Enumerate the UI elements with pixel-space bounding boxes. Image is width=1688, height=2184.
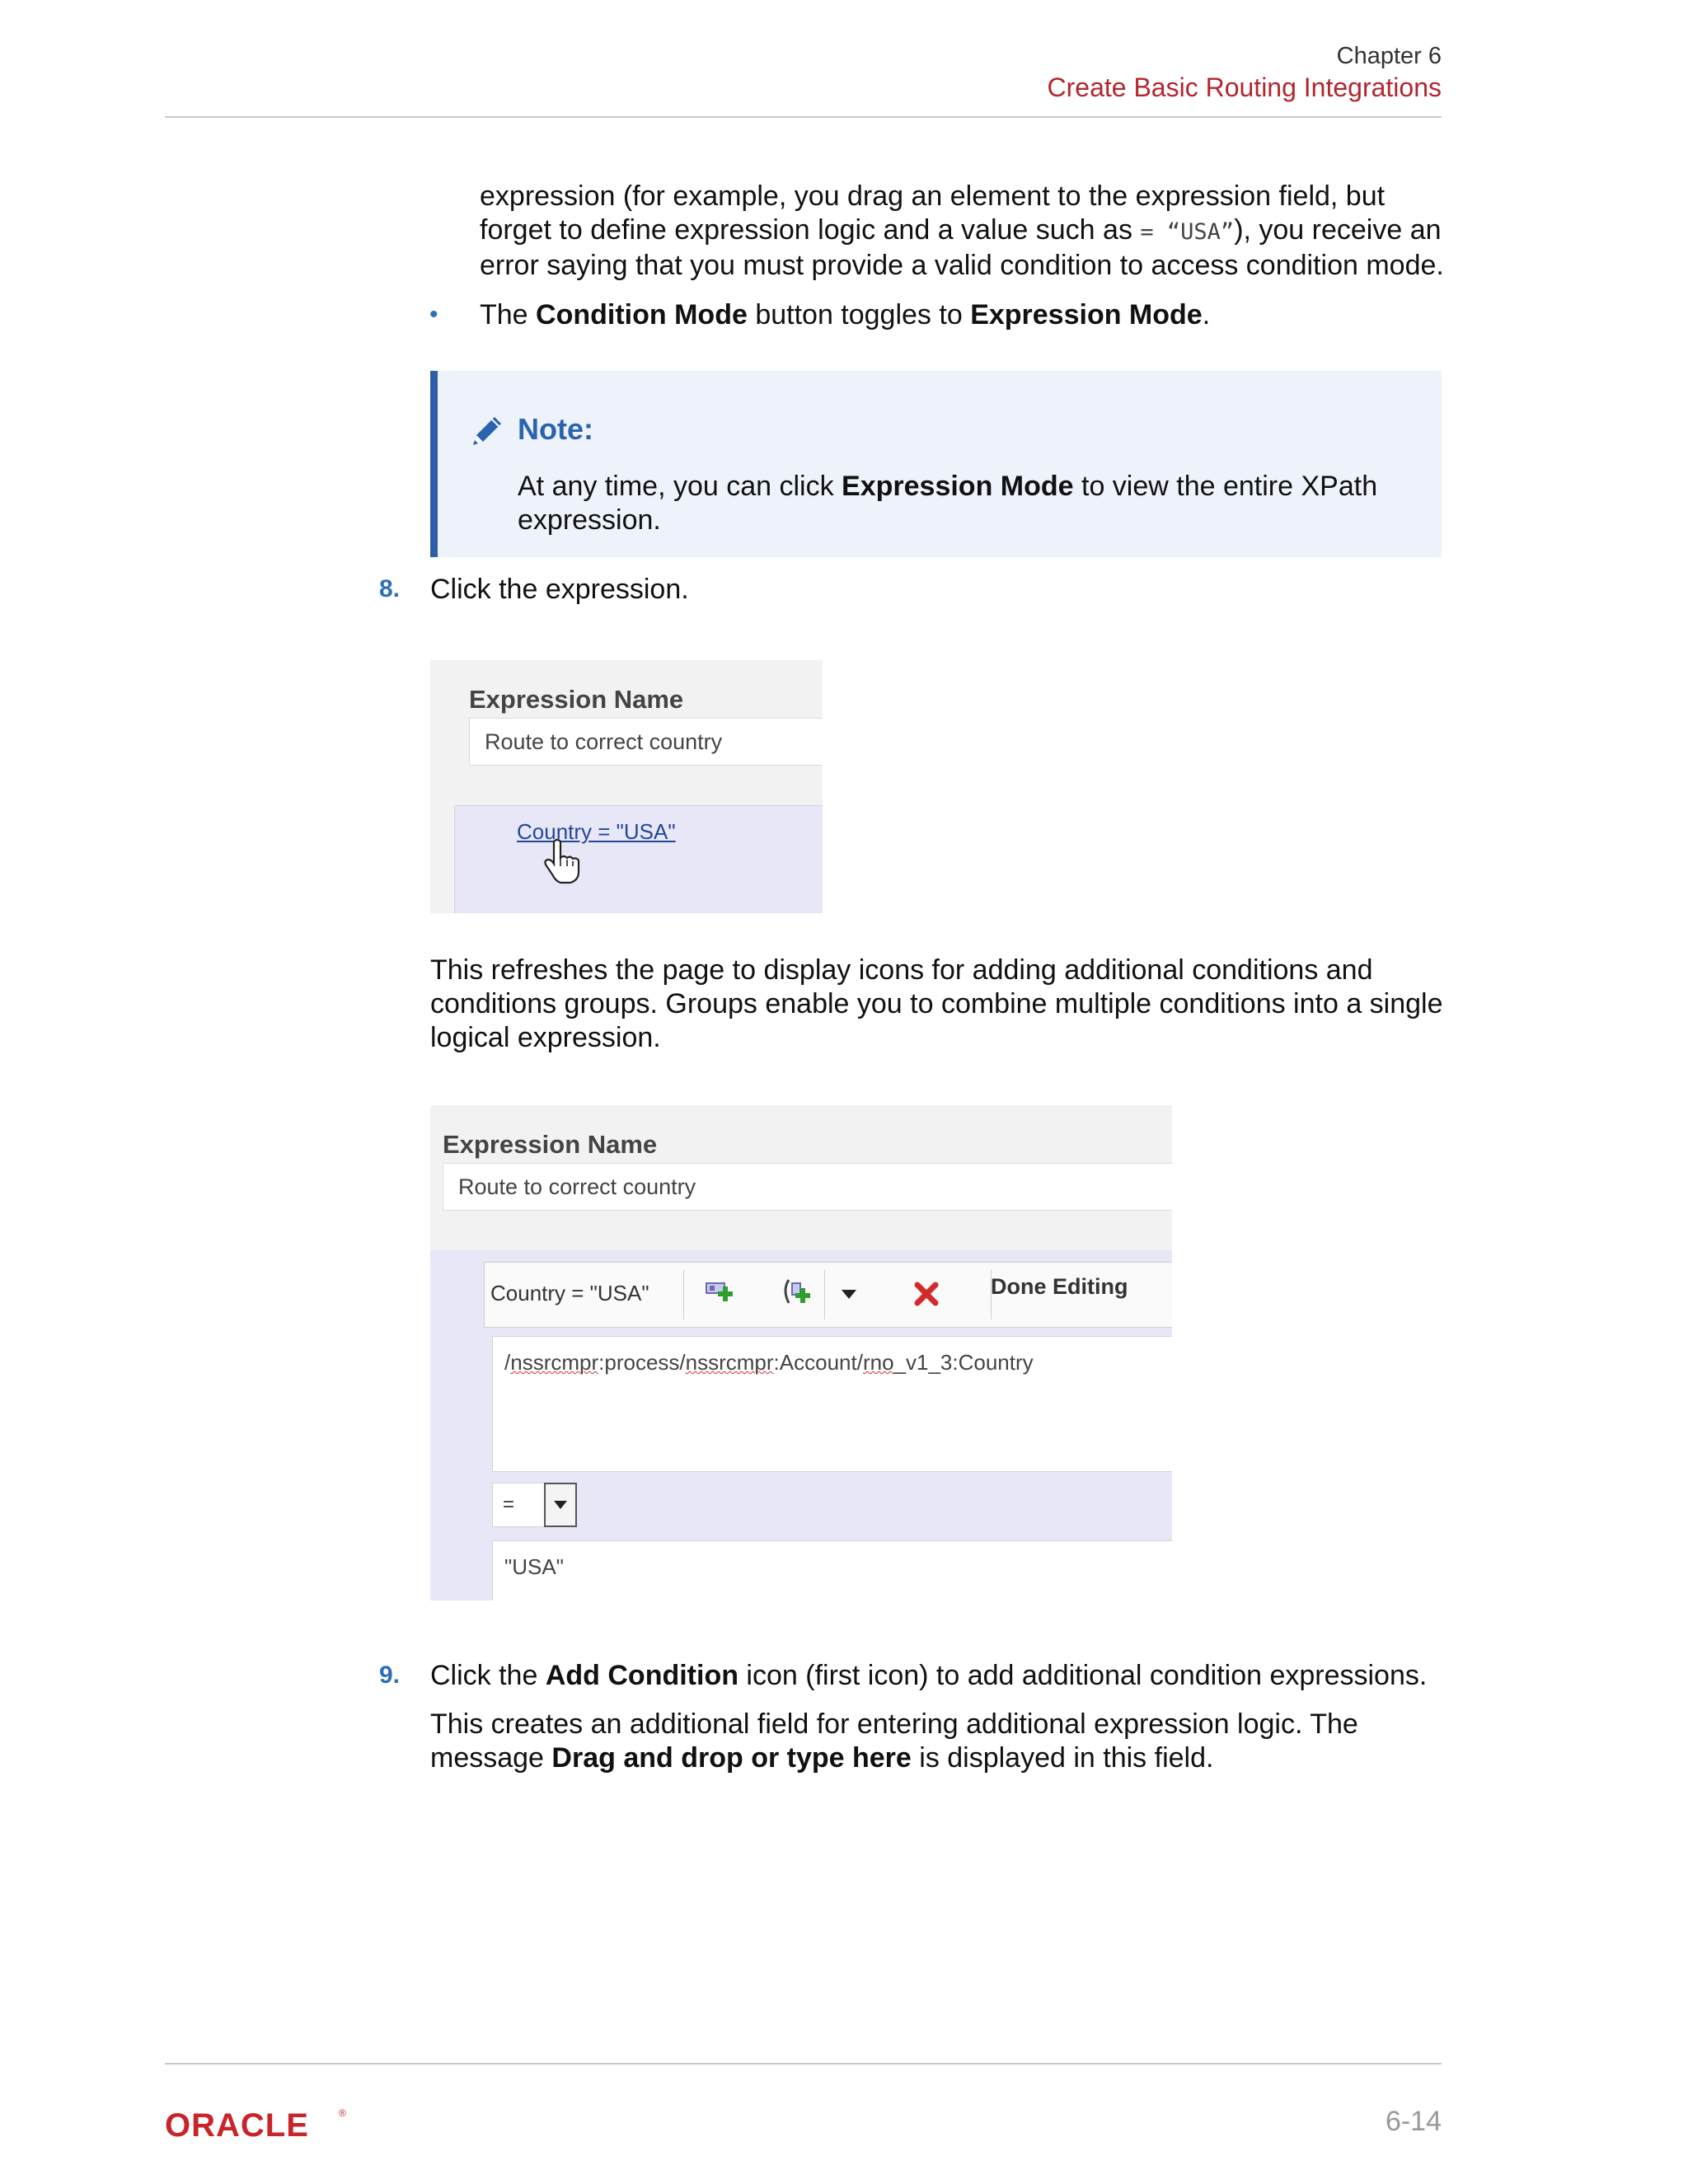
step9-line-2 (430, 1741, 1452, 1775)
refresh-line-3: logical expression. (430, 1022, 661, 1053)
bullet-marker: • (429, 301, 438, 328)
expression-mode-term: Expression Mode (842, 471, 1074, 502)
value-field[interactable] (492, 1540, 1172, 1601)
expression-name-label: Expression Name (443, 1130, 658, 1159)
chapter-label: Chapter 6 (1336, 43, 1442, 69)
expression-screenshot-2 (430, 1105, 1172, 1601)
expression-name-field[interactable]: Route to correct country (469, 718, 823, 766)
bullet-text (480, 298, 1210, 332)
oracle-logo: ORACLE (165, 2107, 309, 2144)
note-title: Note: (518, 412, 593, 446)
intro-line-3: error saying that you must provide a valid condition to access condition mode. (480, 250, 1444, 281)
inline-code: = “USA” (1140, 219, 1235, 245)
text: message (430, 1742, 552, 1774)
step-number: 9. (379, 1661, 401, 1689)
text: is displayed in this field. (911, 1742, 1214, 1774)
hand-cursor-icon (544, 838, 580, 884)
operator-field[interactable]: = (492, 1483, 545, 1527)
text: rno (862, 1350, 894, 1375)
text: _v1_3:Country (893, 1350, 1034, 1375)
page-number: 6-14 (1385, 2106, 1442, 2137)
value-text: "USA" (504, 1554, 564, 1579)
condition-mode-term: Condition Mode (536, 299, 748, 330)
operator-dropdown-button[interactable] (544, 1483, 577, 1527)
text: At any time, you can click (518, 471, 842, 502)
text: icon (first icon) to add additional condition expressions. (738, 1660, 1428, 1691)
step-text: Click the expression. (430, 574, 689, 605)
intro-line-2 (480, 213, 1452, 249)
text: button toggles to (747, 299, 971, 330)
text: The (480, 299, 537, 330)
expression-name-label: Expression Name (469, 685, 684, 714)
dropdown-arrow-icon[interactable] (840, 1288, 858, 1300)
text: :Account/ (773, 1350, 863, 1375)
text: . (1202, 299, 1211, 330)
intro-paragraph (480, 180, 1452, 283)
intro-text: forget to define expression logic and a value such as (480, 214, 1141, 246)
text: Click the (430, 1660, 546, 1691)
done-editing-button[interactable]: Done Editing (991, 1274, 1128, 1299)
add-condition-group-icon[interactable] (781, 1277, 814, 1308)
text: :process/ (598, 1350, 686, 1375)
expression-link[interactable]: Country = "USA" (517, 819, 676, 844)
refresh-paragraph (430, 954, 1452, 1055)
delete-icon[interactable] (912, 1280, 940, 1308)
note-line-1 (518, 470, 1424, 504)
step-text (430, 1659, 1427, 1693)
header-divider (165, 116, 1442, 118)
text: nssrcmpr (510, 1350, 599, 1375)
text: nssrcmpr (685, 1350, 774, 1375)
refresh-line-1: This refreshes the page to display icons for adding additional conditions and (430, 954, 1373, 986)
add-condition-term: Add Condition (545, 1660, 738, 1691)
refresh-line-2: conditions groups. Groups enable you to combine multiple conditions into a single (430, 988, 1443, 1019)
intro-text: ), you receive an (1234, 214, 1442, 246)
xpath-text (504, 1350, 1034, 1376)
note-accent-bar (430, 371, 438, 557)
footer-divider (165, 2063, 1442, 2064)
expression-screenshot-1 (430, 660, 823, 913)
condition-label[interactable]: Country = "USA" (490, 1281, 649, 1305)
step9-paragraph (430, 1708, 1452, 1775)
text: to view the entire XPath (1073, 471, 1378, 502)
step9-line-1: This creates an additional field for entering additional expression logic. The (430, 1708, 1358, 1740)
chapter-title: Create Basic Routing Integrations (1047, 73, 1442, 102)
toolbar-divider (683, 1270, 684, 1319)
drag-drop-message-term: Drag and drop or type here (551, 1742, 912, 1774)
toolbar-divider (824, 1270, 825, 1319)
step-number: 8. (379, 575, 401, 602)
expression-mode-term: Expression Mode (970, 299, 1203, 330)
note-body (518, 470, 1424, 537)
text: / (504, 1350, 511, 1375)
intro-line-1: expression (for example, you drag an element to the expression field, but (480, 180, 1386, 212)
add-condition-icon[interactable] (705, 1278, 738, 1308)
pencil-icon (468, 412, 506, 450)
expression-name-field[interactable]: Route to correct country (443, 1163, 1172, 1211)
registered-mark: ® (339, 2107, 346, 2119)
note-line-2: expression. (518, 504, 661, 536)
